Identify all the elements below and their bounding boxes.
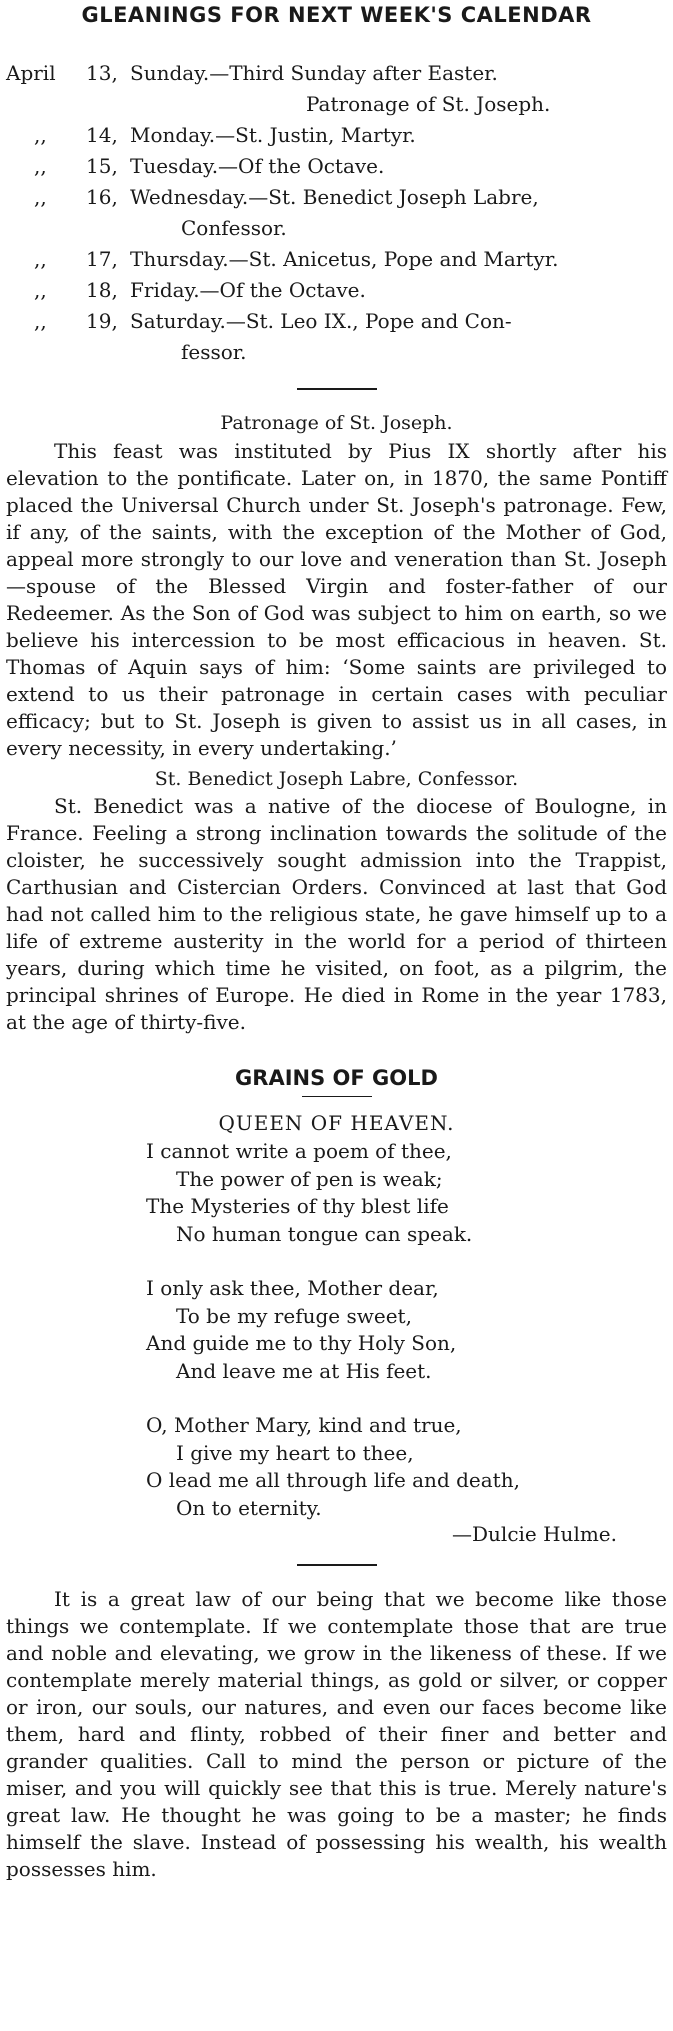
poem-line: O lead me all through life and death, [146,1468,520,1492]
poem-line: On to eternity. [176,1495,322,1520]
calendar-entry [6,182,667,213]
calendar-day: 18, [86,278,118,302]
poem [146,1138,667,1522]
poem-line: I only ask thee, Mother dear, [146,1276,439,1300]
calendar-entry [6,120,667,151]
calendar-day: 15, [86,154,118,178]
calendar-feast: Monday.—St. Justin, Martyr. [130,123,416,147]
calendar-day: 17, [86,247,118,271]
calendar-feast: Sunday.—Third Sunday after Easter. [130,61,498,85]
calendar-entry [6,306,667,337]
calendar-day: 14, [86,123,118,147]
calendar-month: ,, [34,247,47,271]
calendar-feast-cont: Confessor. [181,216,287,240]
calendar-feast: Saturday.—St. Leo IX., Pope and Con- [130,309,512,333]
section-title-labre: St. Benedict Joseph Labre, Confessor. [154,768,519,790]
calendar-heading: GLEANINGS FOR NEXT WEEK'S CALENDAR [81,3,592,27]
calendar-feast: Thursday.—St. Anicetus, Pope and Martyr. [130,247,559,271]
calendar-list [6,58,667,368]
poem-line: No human tongue can speak. [176,1221,473,1246]
calendar-feast: Wednesday.—St. Benedict Joseph Labre, [130,185,539,209]
section-title-patronage: Patronage of St. Joseph. [220,412,453,434]
calendar-day: 13, [86,61,118,85]
closing-paragraph: It is a great law of our being that we become like those things we contemplate. If we contemplate those that are true and noble and elevating, we grow in the likeness of these. If we contemplate merely material things, as gold or silver, or copper or iron, our souls, our natures, and even our faces become like them, hard and flinty, robbed of their finer and better and grander qualities. Call to mind the person or picture of the miser, and you will quickly see that this is true. Merely nature's great law. He thought he was going to be a master; he finds himself the slave. Instead of possessing his wealth, his wealth possesses him. [6,1587,667,1881]
calendar-month: ,, [34,123,47,147]
calendar-month: April [6,61,56,85]
calendar-feast-cont: fessor. [181,340,247,364]
calendar-entry-cont [6,89,667,120]
poem-line: I give my heart to thee, [176,1440,414,1465]
poem-stanza [146,1138,667,1248]
calendar-month: ,, [34,278,47,302]
poem-line: The power of pen is weak; [176,1166,443,1191]
calendar-month: ,, [34,309,47,333]
calendar-entry-cont [6,337,667,368]
calendar-entry [6,151,667,182]
poem-attribution: —Dulcie Hulme. [452,1522,617,1546]
calendar-entry-cont [6,213,667,244]
poem-stanza [146,1412,667,1522]
calendar-entry [6,244,667,275]
article-paragraph-patronage: This feast was instituted by Pius IX shortly after his elevation to the pontificate. Later on, in 1870, the same Pontiff placed the Universal Church under St. Joseph's patronage. Few, if any, of the saints, with the exception of the Mother of God, appeal more strongly to our love and veneration than St. Joseph—spouse of the Blessed Virgin and foster-father of our Redeemer. As the Son of God was subject to him on earth, so we believe his intercession to be most efficacious in heaven. St. Thomas of Aquin says of him: ‘Some saints are privileged to extend to us their patronage in certain cases with peculiar efficacy; but to St. Joseph is given to assist us in all cases, in every necessity, in every undertaking.’ [6,439,667,760]
poem-title: QUEEN OF HEAVEN. [218,1111,455,1135]
calendar-day: 19, [86,309,118,333]
poem-line: The Mysteries of thy blest life [146,1194,449,1218]
poem-line: I cannot write a poem of thee, [146,1139,452,1163]
calendar-entry [6,58,667,89]
poem-line: To be my refuge sweet, [176,1303,412,1328]
calendar-month: ,, [34,154,47,178]
grains-of-gold-heading: GRAINS OF GOLD [235,1066,438,1090]
poem-line: And leave me at His feet. [176,1358,432,1383]
calendar-entry [6,275,667,306]
poem-stanza [146,1275,667,1385]
calendar-month: ,, [34,185,47,209]
calendar-feast-cont: Patronage of St. Joseph. [306,92,551,116]
calendar-feast: Tuesday.—Of the Octave. [130,154,385,178]
article-paragraph-labre: St. Benedict was a native of the diocese of Boulogne, in France. Feeling a strong inclination towards the solitude of the cloister, he successively sought admission into the Trappist, Carthusian and Cistercian Orders. Convinced at last that God had not called him to the religious state, he gave himself up to a life of extreme austerity in the world for a period of thirteen years, during which time he visited, on foot, as a pilgrim, the principal shrines of Europe. He died in Rome in the year 1783, at the age of thirty-five. [6,794,667,1034]
calendar-day: 16, [86,185,118,209]
poem-line: And guide me to thy Holy Son, [146,1331,457,1355]
calendar-feast: Friday.—Of the Octave. [130,278,366,302]
poem-line: O, Mother Mary, kind and true, [146,1413,462,1437]
